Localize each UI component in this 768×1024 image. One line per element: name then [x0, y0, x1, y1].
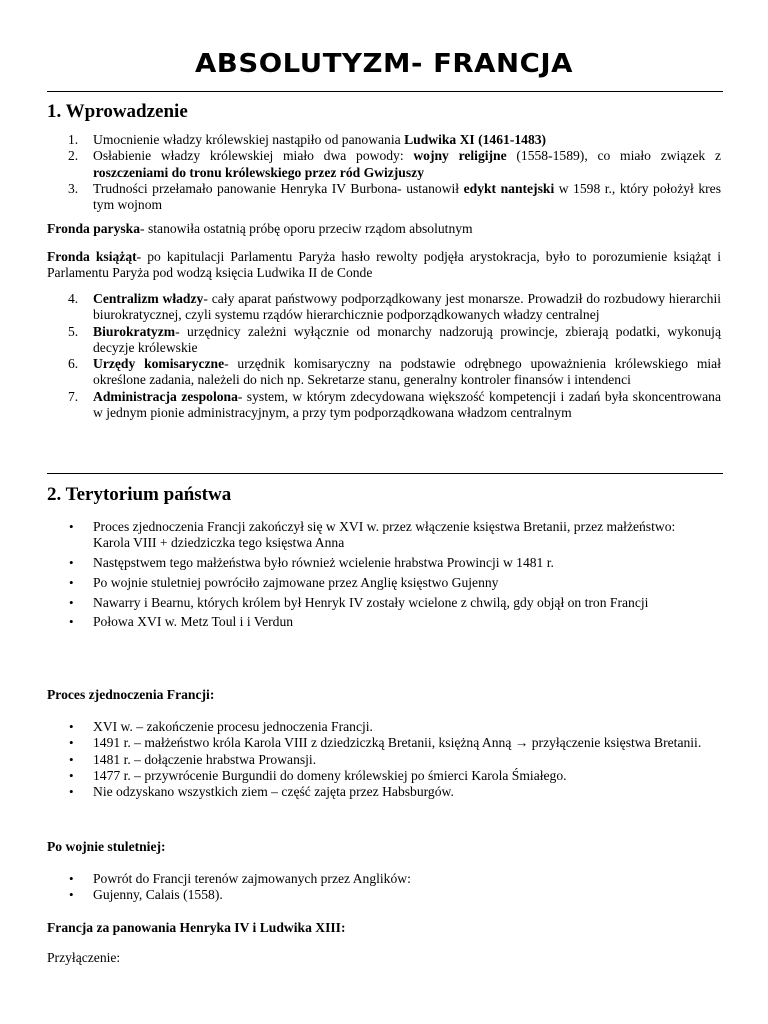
bullet-text: 1481 r. – dołączenie hrabstwa Prowansji. — [93, 751, 317, 767]
proces-heading-text: Proces zjednoczenia Francji: — [47, 687, 215, 702]
item-text: - urzędnicy zależni wyłącznie od monarchy nadzorują prowincje, zbierają podatki, wykonują decyzje królewskie — [93, 323, 721, 355]
bullet-text: Po wojnie stuletniej powróciło zajmowane przez Anglię księstwo Gujenny — [93, 574, 499, 590]
bullet-icon: • — [69, 784, 74, 800]
item-text: - system, w którym zdecydowana większość kompetencji i zadań była skoncentrowana w jednym pionie administracyjnym, a przy tym podporządkowana władzom centralnym — [93, 388, 721, 421]
bullet-icon: • — [69, 519, 74, 534]
bullet-item — [68, 784, 728, 800]
fronda-ksiazat-text: - po kapitulacji Parlamentu Paryża hasło rewolty podjęła arystokracja, było to porozumienie książąt i Parlamentu Paryża pod wodzą księcia Ludwika II de Conde — [47, 249, 721, 281]
bullet-item — [68, 887, 728, 903]
section-2-heading: 2. Terytorium państwa — [47, 484, 232, 505]
wojna-heading — [47, 839, 721, 855]
section-1-heading: 1. Wprowadzenie — [47, 101, 188, 122]
item-text: - cały aparat państwowy podporządkowany jest monarsze. Prowadził do rozbudowy hierarchii biurokratycznej, czyli systemu rządów hierarchicznie podporządkowanych władzy centralnej — [93, 291, 721, 323]
item-number: 5. — [68, 323, 79, 339]
item-number: 4. — [68, 291, 79, 306]
intro-numbered-list — [68, 132, 721, 213]
item-number: 7. — [68, 388, 79, 404]
item-text: w 1598 r., który położył kres tym wojnom — [93, 180, 721, 213]
bullet-icon: • — [69, 719, 74, 734]
bullet-item — [68, 614, 728, 630]
section-rule — [47, 473, 723, 474]
henryk-heading — [47, 920, 721, 936]
bullet-item — [68, 735, 728, 751]
item-text: Osłabienie władzy królewskiej miało dwa powody: — [93, 148, 414, 164]
numbered-item — [68, 291, 721, 324]
bullet-text: 1491 r. – małżeństwo króla Karola VIII z dziedziczką Bretanii, księżną Anną → przyłączenie księstwa Bretanii. — [93, 735, 702, 751]
item-text: (1558-1589), co miało związek z — [506, 148, 721, 164]
bullet-item — [68, 519, 728, 552]
fronda-ksiazat-term: Fronda książąt — [47, 249, 137, 264]
item-number: 6. — [68, 356, 79, 372]
item-term: Urzędy komisaryczne — [93, 356, 225, 372]
bullet-text: Następstwem tego małżeństwa było również wcielenie hrabstwa Prowincji w 1481 r. — [93, 555, 554, 571]
bullet-text: 1477 r. – przywrócenie Burgundii do domeny królewskiej po śmierci Karola Śmiałego. — [93, 767, 567, 783]
features-numbered-list — [68, 291, 721, 421]
bullet-text: Nie odzyskano wszystkich ziem – część zajęta przez Habsburgów. — [93, 784, 454, 800]
bullet-item — [68, 871, 728, 887]
fronda-paryska-term: Fronda paryska — [47, 221, 141, 236]
numbered-item — [68, 356, 721, 389]
item-term: Centralizm władzy — [93, 291, 204, 306]
numbered-item — [68, 132, 721, 148]
item-text: Trudności przełamało panowanie Henryka IV Burbona- ustanowił — [93, 180, 464, 196]
bullet-icon: • — [69, 735, 74, 751]
bullet-text: Nawarry i Bearnu, których królem był Henryk IV zostały wcielone z chwilą, gdy objął on tron Francji — [93, 594, 649, 610]
wojna-heading-text: Po wojnie stuletniej: — [47, 839, 166, 854]
territory-bullet-list — [68, 519, 728, 634]
przylaczenie-text: Przyłączenie: — [47, 950, 121, 965]
bullet-icon: • — [69, 574, 74, 590]
title-rule — [47, 91, 723, 92]
fronda-paryska-paragraph — [47, 221, 721, 237]
numbered-item — [68, 324, 721, 357]
proces-bullet-list — [68, 719, 728, 800]
henryk-heading-text: Francja za panowania Henryka IV i Ludwika XIII: — [47, 920, 346, 935]
bullet-item — [68, 752, 728, 768]
page-title: ABSOLUTYZM- FRANCJA — [194, 49, 574, 79]
item-text: Umocnienie władzy królewskiej nastąpiło od panowania — [93, 132, 405, 147]
bullet-icon: • — [69, 751, 74, 767]
bullet-icon: • — [69, 767, 74, 783]
item-number: 3. — [68, 180, 79, 196]
bullet-icon: • — [69, 594, 74, 610]
item-number: 1. — [68, 132, 79, 147]
item-term: roszczeniami do tronu królewskiego przez ród Gwizjuszy — [93, 164, 424, 180]
bullet-text: XVI w. – zakończenie procesu jednoczenia Francji. — [93, 719, 373, 734]
bullet-text: Powrót do Francji terenów zajmowanych przez Anglików: — [93, 871, 411, 886]
numbered-item — [68, 389, 721, 422]
bullet-text: Połowa XVI w. Metz Toul i i Verdun — [93, 614, 294, 630]
item-term: Biurokratyzm — [93, 323, 176, 339]
item-term: Administracja zespolona — [93, 388, 238, 404]
item-text: - urzędnik komisaryczny na podstawie odrębnego upoważnienia królewskiego miał określone zadania, należeli do nich np. Sekretarze stanu, generalny kontroler finansów i intendenci — [93, 356, 721, 388]
numbered-item — [68, 181, 721, 214]
item-term: Ludwika XI (1461-1483) — [404, 132, 547, 147]
bullet-icon: • — [69, 614, 74, 630]
bullet-item — [68, 768, 728, 784]
bullet-item — [68, 555, 728, 571]
wojna-bullet-list — [68, 871, 728, 904]
bullet-icon: • — [69, 871, 74, 886]
bullet-text: Gujenny, Calais (1558). — [93, 887, 223, 903]
proces-heading — [47, 687, 721, 703]
bullet-text: Proces zjednoczenia Francji zakończył się w XVI w. przez włączenie księstwa Bretanii, przez małżeństwo: — [93, 519, 676, 534]
item-term: edykt nantejski — [463, 180, 555, 196]
item-number: 2. — [68, 148, 79, 164]
bullet-item — [68, 575, 728, 591]
bullet-icon: • — [69, 555, 74, 571]
fronda-paryska-text: - stanowiła ostatnią próbę oporu przeciw rządom absolutnym — [140, 221, 473, 236]
fronda-ksiazat-paragraph — [47, 249, 721, 282]
bullet-item — [68, 595, 728, 611]
numbered-item — [68, 148, 721, 181]
bullet-item — [68, 719, 728, 735]
bullet-icon: • — [69, 887, 74, 903]
item-term: wojny religijne — [413, 148, 507, 164]
bullet-subtext: Karola VIII + dziedziczka tego księstwa Anna — [93, 535, 345, 551]
